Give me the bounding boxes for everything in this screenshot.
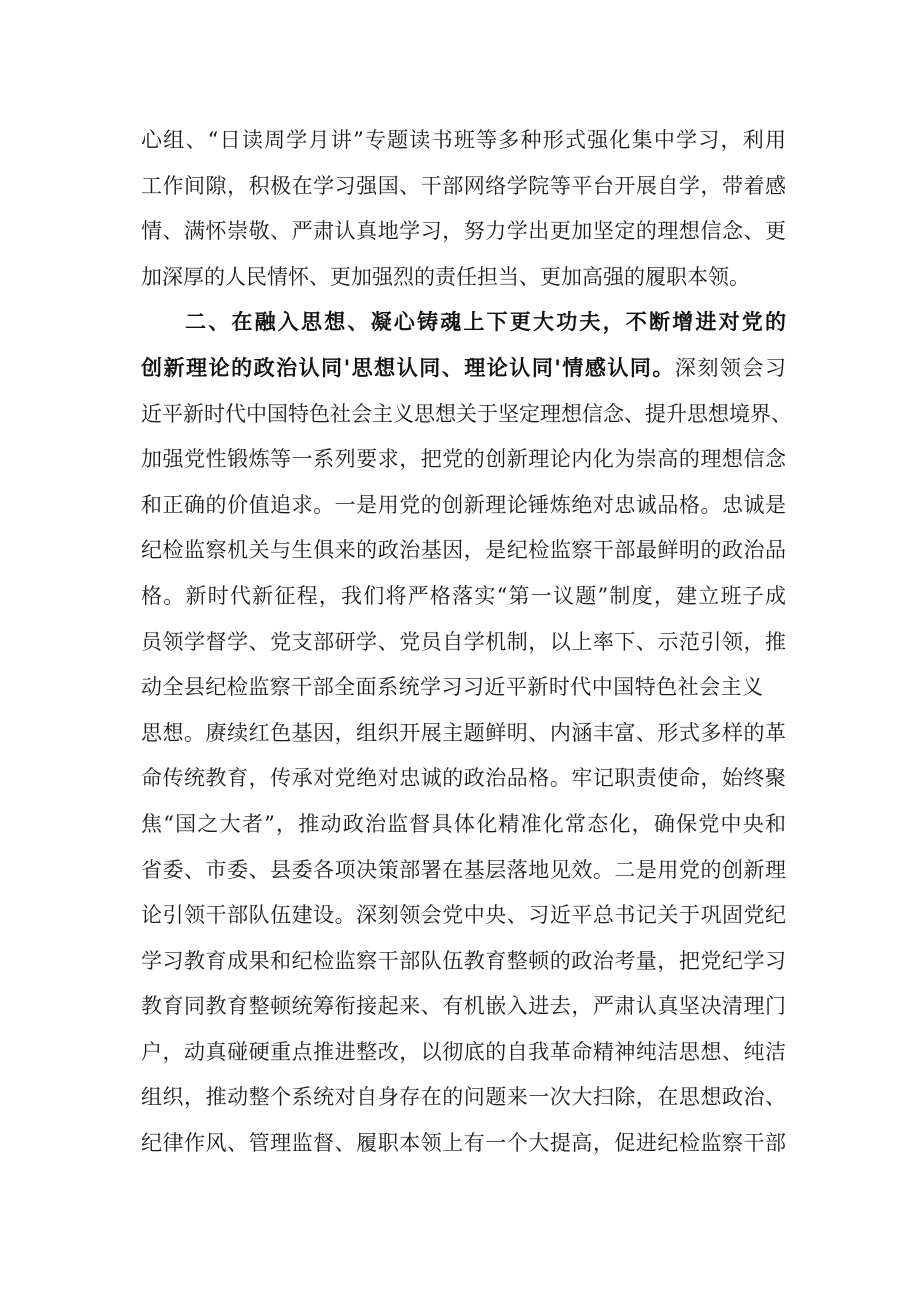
section-heading-line: 二、在融入思想、凝心铸魂上下更大功夫，不断增进对党的 [185,310,786,335]
text-line: 省委、市委、县委各项决策部署在基层落地见效。二是用党的创新理 [141,857,786,882]
text-line: 思想。赓续红色基因，组织开展主题鲜明、内涵丰富、形式多样的革 [141,720,786,745]
text-line: 工作间隙，积极在学习强国、干部网络学院等平台开展自学，带着感 [141,173,786,198]
section-heading-text: 创新理论的政治认同'思想认同、理论认同'情感认同。 [141,355,675,380]
text-line: 加强党性锻炼等一系列要求，把党的创新理论内化为崇高的理想信念 [141,447,786,472]
text-line: 情、满怀崇敬、严肃认真地学习，努力学出更加坚定的理想信念、更 [141,219,786,244]
section-heading-line-2 [141,346,786,392]
text-line: 员领学督学、党支部研学、党员自学机制，以上率下、示范引领，推 [141,629,786,654]
text-line: 动全县纪检监察干部全面系统学习习近平新时代中国特色社会主义 [141,675,763,700]
text-line: 焦“国之大者”，推动政治监督具体化精准化常态化，确保党中央和 [141,811,786,836]
body-text [141,118,792,1167]
text-line: 命传统教育，传承对党绝对忠诚的政治品格。牢记职责使命，始终聚 [141,766,786,791]
text-line: 学习教育成果和纪检监察干部队伍教育整顿的政治考量，把党纪学习 [141,948,786,973]
text-line: 纪律作风、管理监督、履职本领上有一个大提高，促进纪检监察干部 [141,1131,786,1156]
text-line: 组织，推动整个系统对自身存在的问题来一次大扫除，在思想政治、 [141,1085,786,1110]
text-line: 近平新时代中国特色社会主义思想关于坚定理想信念、提升思想境界、 [141,401,792,426]
text-line: 加深厚的人民情怀、更加强烈的责任担当、更加高强的履职本领。 [141,264,750,289]
text-line: 和正确的价值追求。一是用党的创新理论锤炼绝对忠诚品格。忠诚是 [141,492,786,517]
text-line: 纪检监察机关与生俱来的政治基因，是纪检监察干部最鲜明的政治品 [141,538,786,563]
section-heading-tail: 深刻领会习 [674,355,787,380]
text-line: 户，动真碰硬重点推进整改，以彻底的自我革命精神纯洁思想、纯洁 [141,1039,786,1064]
text-line: 心组、“日读周学月讲”专题读书班等多种形式强化集中学习，利用 [141,128,786,152]
text-line: 格。新时代新征程，我们将严格落实“第一议题”制度，建立班子成 [141,583,786,608]
text-line: 论引领干部队伍建设。深刻领会党中央、习近平总书记关于巩固党纪 [141,903,786,928]
text-line: 教育同教育整顿统筹衔接起来、有机嵌入进去，严肃认真坚决清理门 [141,994,786,1019]
